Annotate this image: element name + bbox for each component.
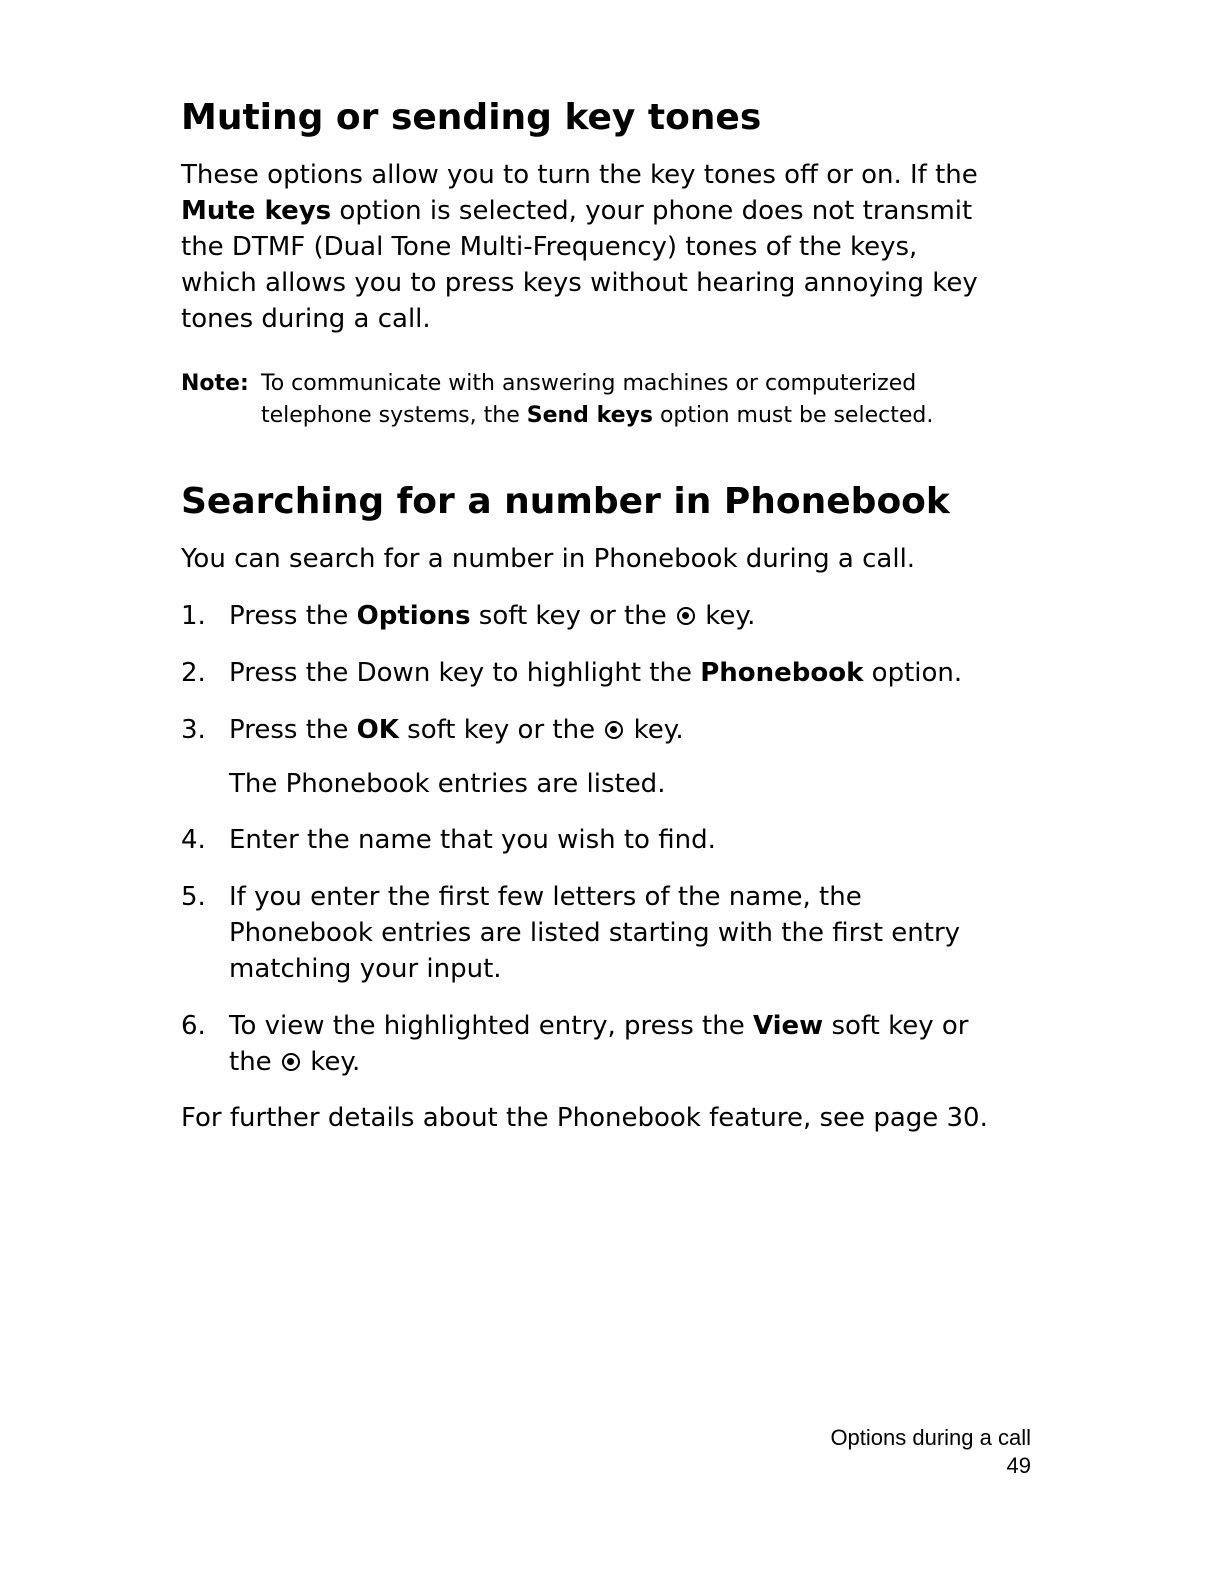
center-key-icon <box>282 1053 300 1071</box>
step-number: 2. <box>181 658 206 688</box>
muting-line-2: Mute keys option is selected, your phone does not transmit <box>181 196 973 226</box>
step-number: 6. <box>181 1011 206 1041</box>
section-heading-searching: Searching for a number in Phonebook <box>181 481 950 522</box>
searching-intro: You can search for a number in Phonebook during a call. <box>181 544 916 574</box>
note-line-2: telephone systems, the Send keys option must be selected. <box>261 403 934 428</box>
muting-line-3: the DTMF (Dual Tone Multi-Frequency) tones of the keys, <box>181 232 918 262</box>
center-key-icon <box>605 721 623 739</box>
step-number: 4. <box>181 825 206 855</box>
closing-paragraph: For further details about the Phonebook feature, see page 30. <box>181 1103 988 1133</box>
step-text: If you enter the first few letters of the name, the Phonebook entries are listed starting with the first entry matching your input. <box>229 882 961 984</box>
step-text: Press the Options soft key or the key. <box>229 601 756 631</box>
section-heading-muting: Muting or sending key tones <box>181 97 762 138</box>
step-text: Press the OK soft key or the key. <box>229 715 684 745</box>
step-result-text: The Phonebook entries are listed. <box>229 769 666 799</box>
center-key-icon <box>677 607 695 625</box>
step-text: Press the Down key to highlight the Phonebook option. <box>229 658 963 688</box>
note-block <box>181 368 934 428</box>
step-number: 1. <box>181 601 206 631</box>
send-keys-term: Send keys <box>526 403 653 428</box>
step-number: 3. <box>181 715 206 745</box>
note-body <box>261 368 933 432</box>
footer-page-number: 49 <box>1006 1453 1031 1478</box>
mute-keys-term: Mute keys <box>181 196 332 226</box>
muting-line-1: These options allow you to turn the key tones off or on. If the <box>181 160 978 190</box>
step-text: To view the highlighted entry, press the View soft key or the key. <box>229 1011 969 1077</box>
muting-line-4: which allows you to press keys without hearing annoying key <box>181 268 978 298</box>
muting-line-5: tones during a call. <box>181 304 431 334</box>
note-line-1: To communicate with answering machines or computerized <box>261 371 917 396</box>
note-label: Note: <box>181 371 249 396</box>
step-text: Enter the name that you wish to find. <box>229 825 716 855</box>
step-number: 5. <box>181 882 206 912</box>
footer-section-name: Options during a call <box>830 1425 1031 1450</box>
muting-paragraph <box>181 157 978 337</box>
